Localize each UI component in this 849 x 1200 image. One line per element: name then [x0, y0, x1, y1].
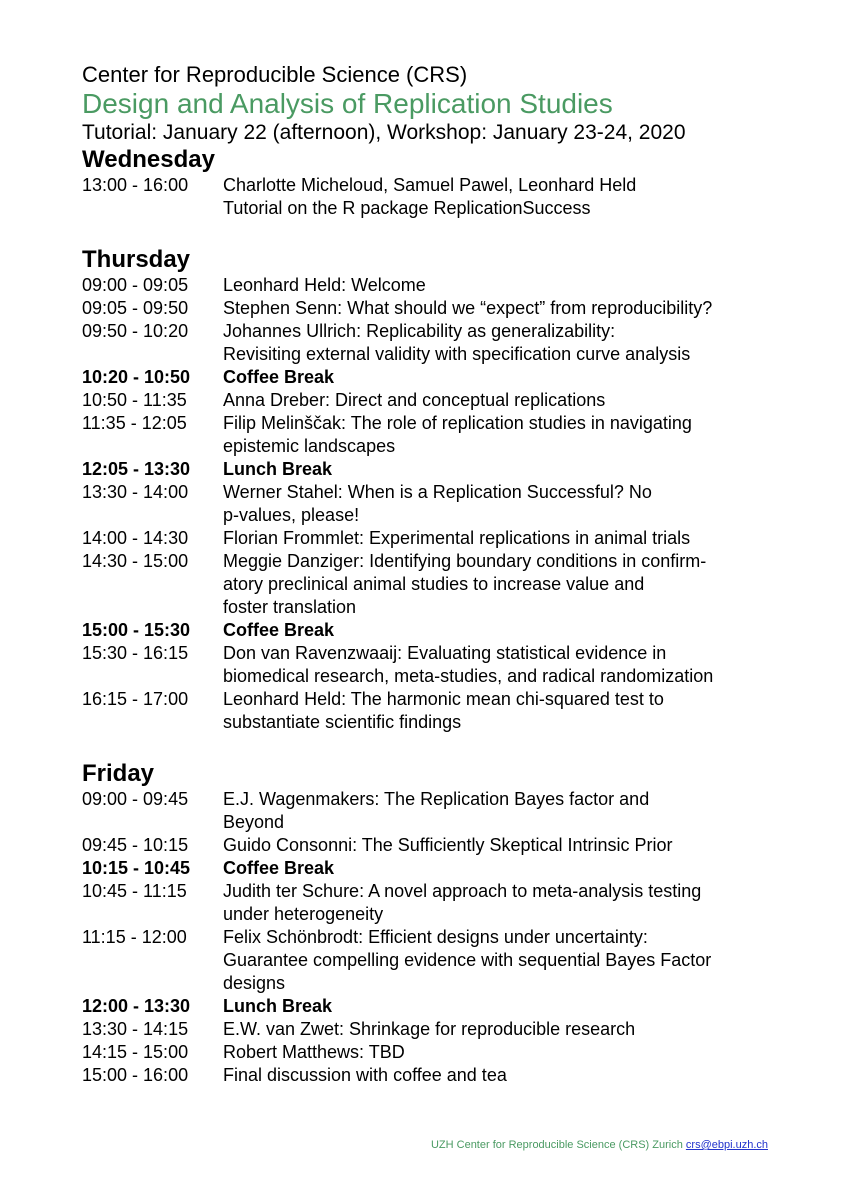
session-row: [82, 926, 782, 995]
session-row: [82, 174, 782, 220]
session-time: 14:00 - 14:30: [82, 528, 189, 548]
session-description: [223, 834, 782, 857]
day-heading-thursday: Thursday: [82, 246, 191, 273]
event-title: Design and Analysis of Replication Studies: [82, 88, 613, 119]
session-time: 10:20 - 10:50: [82, 367, 191, 387]
session-text-line: Lunch Break: [223, 459, 333, 479]
session-time: 11:15 - 12:00: [82, 927, 187, 947]
session-text-line: Tutorial on the R package ReplicationSuccess: [223, 198, 591, 218]
session-row: [82, 1018, 782, 1041]
session-text-line: Final discussion with coffee and tea: [223, 1065, 507, 1085]
session-time: 10:45 - 11:15: [82, 881, 187, 901]
session-text-line: Florian Frommlet: Experimental replications in animal trials: [223, 528, 691, 548]
session-time: 10:50 - 11:35: [82, 390, 187, 410]
session-text-line: Coffee Break: [223, 858, 335, 878]
session-text-line: Johannes Ullrich: Replicability as generalizability:: [223, 321, 616, 341]
session-time: 10:15 - 10:45: [82, 858, 191, 878]
session-time: 09:00 - 09:05: [82, 275, 189, 295]
break-row: [82, 619, 782, 642]
session-text-line: biomedical research, meta-studies, and radical randomization: [223, 666, 714, 686]
session-time: 14:15 - 15:00: [82, 1042, 189, 1062]
session-row: [82, 320, 782, 366]
session-time: 15:30 - 16:15: [82, 643, 189, 663]
session-text-line: designs: [223, 973, 286, 993]
session-text-line: atory preclinical animal studies to increase value and: [223, 574, 645, 594]
session-time: 12:05 - 13:30: [82, 459, 191, 479]
session-description: [223, 297, 782, 320]
friday-sessions: [82, 788, 782, 1087]
session-time: 15:00 - 15:30: [82, 620, 191, 640]
session-text-line: Judith ter Schure: A novel approach to meta-analysis testing: [223, 881, 702, 901]
session-text-line: Robert Matthews: TBD: [223, 1042, 405, 1062]
session-description: [223, 274, 782, 297]
session-text-line: under heterogeneity: [223, 904, 384, 924]
session-text-line: Meggie Danziger: Identifying boundary conditions in confirm-: [223, 551, 707, 571]
session-description: [223, 788, 782, 834]
session-row: [82, 274, 782, 297]
break-row: [82, 995, 782, 1018]
session-description: [223, 389, 782, 412]
session-row: [82, 389, 782, 412]
session-text-line: Coffee Break: [223, 620, 335, 640]
session-text-line: Werner Stahel: When is a Replication Successful? No: [223, 482, 652, 502]
session-text-line: Filip Melinščak: The role of replication studies in navigating: [223, 413, 692, 433]
thursday-sessions: [82, 274, 782, 734]
schedule-page: [82, 62, 782, 1087]
session-text-line: Beyond: [223, 812, 285, 832]
session-description: [223, 527, 782, 550]
session-time: 15:00 - 16:00: [82, 1065, 189, 1085]
session-description: [223, 412, 782, 458]
day-heading-friday: Friday: [82, 760, 155, 787]
contact-email-link[interactable]: crs@ebpi.uzh.ch: [685, 1139, 768, 1151]
session-description: [223, 550, 782, 619]
session-time: 14:30 - 15:00: [82, 551, 189, 571]
session-text-line: p-values, please!: [223, 505, 360, 525]
organization-name: Center for Reproducible Science (CRS): [82, 62, 468, 87]
session-text-line: Revisiting external validity with specification curve analysis: [223, 344, 691, 364]
session-description: [223, 366, 782, 389]
session-description: [223, 619, 782, 642]
footer: [431, 1138, 768, 1152]
session-description: [223, 880, 782, 926]
session-description: [223, 481, 782, 527]
session-row: [82, 1064, 782, 1087]
session-description: [223, 1041, 782, 1064]
session-time: 13:30 - 14:15: [82, 1019, 189, 1039]
session-row: [82, 527, 782, 550]
session-time: 13:00 - 16:00: [82, 175, 189, 195]
session-text-line: Guido Consonni: The Sufficiently Skeptical Intrinsic Prior: [223, 835, 673, 855]
session-description: [223, 857, 782, 880]
break-row: [82, 857, 782, 880]
footer-text: UZH Center for Reproducible Science (CRS) Zurich: [430, 1139, 683, 1151]
session-description: [223, 1018, 782, 1041]
break-row: [82, 366, 782, 389]
session-description: [223, 458, 782, 481]
session-text-line: Don van Ravenzwaaij: Evaluating statistical evidence in: [223, 643, 667, 663]
session-description: [223, 688, 782, 734]
session-row: [82, 1041, 782, 1064]
session-text-line: Felix Schönbrodt: Efficient designs under uncertainty:: [223, 927, 648, 947]
session-row: [82, 297, 782, 320]
wednesday-sessions: [82, 174, 782, 220]
session-description: [223, 1064, 782, 1087]
session-row: [82, 788, 782, 834]
session-text-line: substantiate scientific findings: [223, 712, 462, 732]
session-row: [82, 412, 782, 458]
session-time: 09:00 - 09:45: [82, 789, 189, 809]
session-text-line: Charlotte Micheloud, Samuel Pawel, Leonhard Held: [223, 175, 637, 195]
session-text-line: E.W. van Zwet: Shrinkage for reproducible research: [223, 1019, 636, 1039]
session-text-line: E.J. Wagenmakers: The Replication Bayes factor and: [223, 789, 650, 809]
session-time: 13:30 - 14:00: [82, 482, 189, 502]
session-text-line: foster translation: [223, 597, 357, 617]
session-row: [82, 550, 782, 619]
break-row: [82, 458, 782, 481]
session-time: 09:45 - 10:15: [82, 835, 189, 855]
session-time: 09:05 - 09:50: [82, 298, 189, 318]
session-time: 12:00 - 13:30: [82, 996, 191, 1016]
session-row: [82, 481, 782, 527]
session-row: [82, 642, 782, 688]
session-text-line: Stephen Senn: What should we “expect” from reproducibility?: [223, 298, 713, 318]
session-row: [82, 834, 782, 857]
day-heading-wednesday: Wednesday: [82, 146, 215, 173]
session-text-line: Coffee Break: [223, 367, 335, 387]
session-text-line: Guarantee compelling evidence with sequential Bayes Factor: [223, 950, 712, 970]
session-row: [82, 880, 782, 926]
session-description: [223, 174, 782, 220]
session-description: [223, 926, 782, 995]
event-dates: Tutorial: January 22 (afternoon), Workshop: January 23-24, 2020: [82, 121, 686, 144]
session-description: [223, 995, 782, 1018]
session-time: 16:15 - 17:00: [82, 689, 189, 709]
session-time: 11:35 - 12:05: [82, 413, 187, 433]
session-description: [223, 642, 782, 688]
session-description: [223, 320, 782, 366]
session-row: [82, 688, 782, 734]
session-text-line: Anna Dreber: Direct and conceptual replications: [223, 390, 606, 410]
session-text-line: Leonhard Held: The harmonic mean chi-squared test to: [223, 689, 664, 709]
session-text-line: Leonhard Held: Welcome: [223, 275, 426, 295]
session-text-line: Lunch Break: [223, 996, 333, 1016]
session-time: 09:50 - 10:20: [82, 321, 189, 341]
session-text-line: epistemic landscapes: [223, 436, 396, 456]
